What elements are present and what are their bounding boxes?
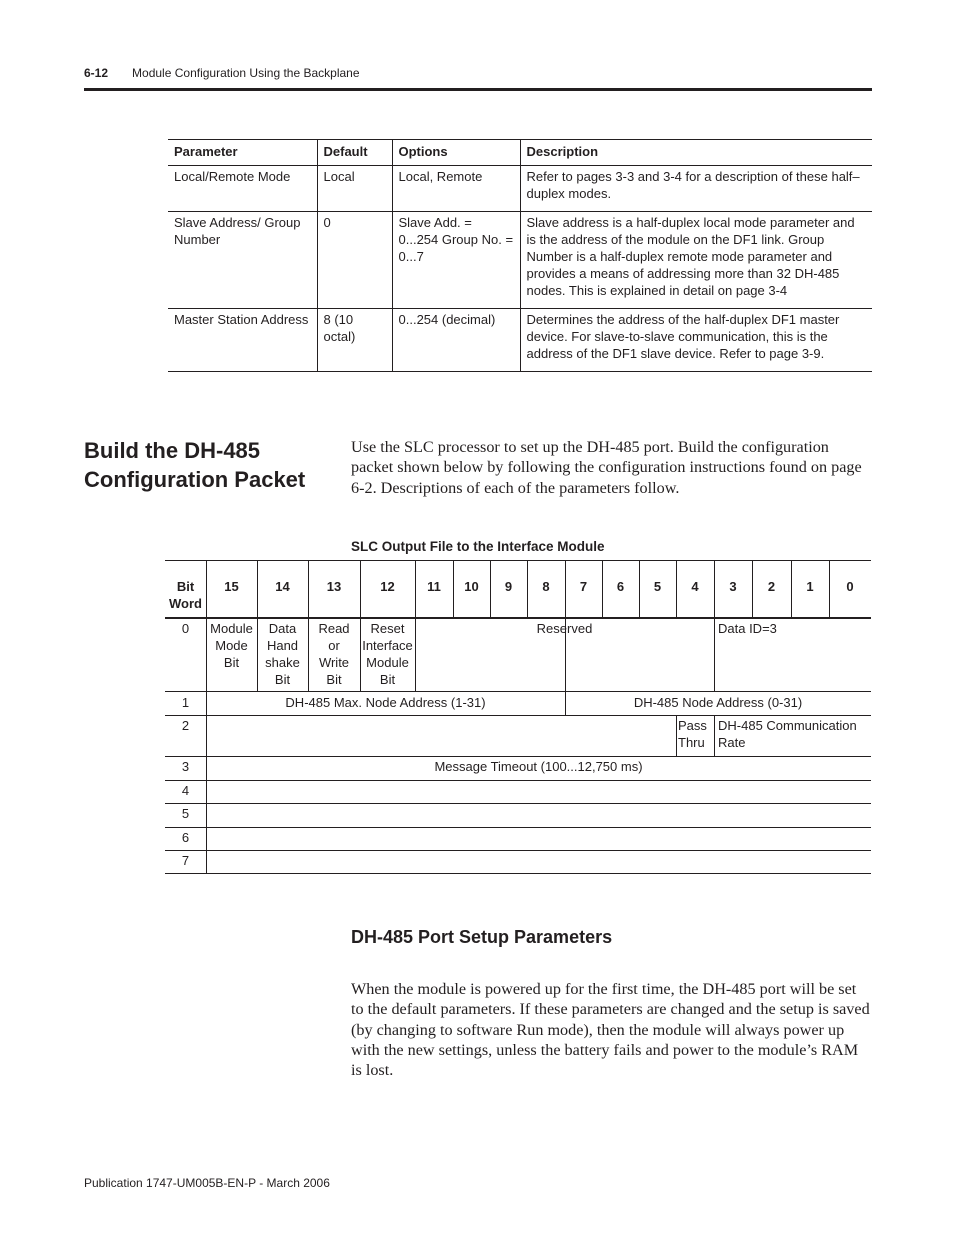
options-cell: Slave Add. = 0...254 Group No. = 0...7 [392,212,520,309]
default-cell: 0 [317,212,392,309]
parameter-cell: Slave Address/ Group Number [168,212,317,309]
subsection-heading: DH-485 Port Setup Parameters [351,927,613,947]
grid-line [165,691,871,692]
bit-word-corner: Bit Word [169,579,202,611]
bit-label: 12 [380,579,395,594]
description-cell: Slave address is a half-duplex local mode parameter and is the address of the module on the DF1 link. Group Number is a half-duplex remote mode parameter and provides a means of addressing more than 32 DH-485 nodes. This is explained in detail on page 3-4 [520,212,872,309]
grid-line [165,715,871,716]
communication-rate-field: DH-485 Communication Rate [718,718,857,750]
section-heading: Build the DH-485 Configuration Packet [84,438,306,492]
grid-line [714,715,715,757]
publication-footer: Publication 1747-UM005B-EN-P - March 2006 [84,1176,330,1190]
reset-interface-module-bit-field: Reset Interface Module Bit [362,621,413,687]
bit-label: 9 [504,579,513,594]
reserved-field: Reserved [536,621,593,636]
pass-thru-field: Pass Thru [678,718,707,750]
grid-line [165,756,871,757]
options-cell: 0...254 (decimal) [392,309,520,372]
bit-label: 11 [427,579,441,594]
word-number: 0 [181,621,190,636]
bit-label: 2 [767,579,776,594]
grid-line [165,617,871,619]
bit-label: 8 [542,579,550,594]
column-header: Options [392,140,520,166]
word-number: 7 [181,853,190,868]
column-header: Description [520,140,872,166]
word-number: 4 [181,783,190,798]
chapter-title: Module Configuration Using the Backplane [132,66,360,80]
grid-line [165,803,871,804]
description-cell: Determines the address of the half-duplex DF1 master device. For slave-to-slave communication, this is the address of the DF1 slave device. Refer to page 3-9. [520,309,872,372]
grid-line [165,827,871,828]
bit-label: 5 [653,579,662,594]
bit-label: 13 [326,579,342,594]
page-number: 6-12 [84,66,109,80]
configuration-packet-grid [165,560,871,874]
bit-label: 4 [691,579,699,594]
grid-line [165,850,871,851]
word-number: 1 [181,695,190,710]
bit-label: 6 [616,579,625,594]
bit-label: 0 [846,579,854,594]
bit-label: 15 [224,579,239,594]
grid-line [165,560,871,561]
word-number: 5 [181,806,190,821]
description-cell: Refer to pages 3-3 and 3-4 for a description of these half–duplex modes. [520,166,872,212]
data-handshake-bit-field: Data Hand shake Bit [265,621,300,687]
word-number: 3 [181,759,190,774]
bit-label: 3 [729,579,737,594]
options-cell: Local, Remote [392,166,520,212]
parameter-table [168,139,872,372]
data-id-field: Data ID=3 [718,621,777,636]
subsection-body: When the module is powered up for the first time, the DH-485 port will be set to the default parameters. If these parameters are changed and the setup is saved (by changing to software Run mode), then the module will always power up with the new settings, unless the battery fails and power to the module’s RAM is lost. [351,980,870,1080]
module-mode-bit-field: Module Mode Bit [210,621,253,670]
message-timeout-field: Message Timeout (100...12,750 ms) [434,759,643,774]
default-cell: Local [317,166,392,212]
table-row [168,309,872,372]
default-cell: 8 (10 octal) [317,309,392,372]
column-header: Default [317,140,392,166]
grid-line [165,780,871,781]
grid-line [676,715,677,757]
table-row [168,166,872,212]
table-row [168,212,872,309]
section-intro: Use the SLC processor to set up the DH-485 port. Build the configuration packet shown below by following the configuration instructions found on page 6-2. Descriptions of each of the parameters follow. [351,438,862,497]
bit-label: 1 [806,579,814,594]
max-node-address-field: DH-485 Max. Node Address (1-31) [285,695,486,710]
bit-label: 14 [275,579,290,594]
parameter-table-header [168,140,872,166]
grid-line [165,873,871,874]
read-write-bit-field: Read or Write Bit [318,621,350,687]
bit-label: 10 [464,579,479,594]
packet-caption: SLC Output File to the Interface Module [351,539,605,554]
parameter-cell: Local/Remote Mode [168,166,317,212]
parameter-cell: Master Station Address [168,309,317,372]
node-address-field: DH-485 Node Address (0-31) [633,695,803,710]
column-header: Parameter [168,140,317,166]
running-header [84,66,360,80]
grid-line [206,560,207,874]
header-rule [84,88,872,91]
bit-label: 7 [579,579,588,594]
word-number: 6 [181,830,190,845]
word-number: 2 [181,718,190,733]
